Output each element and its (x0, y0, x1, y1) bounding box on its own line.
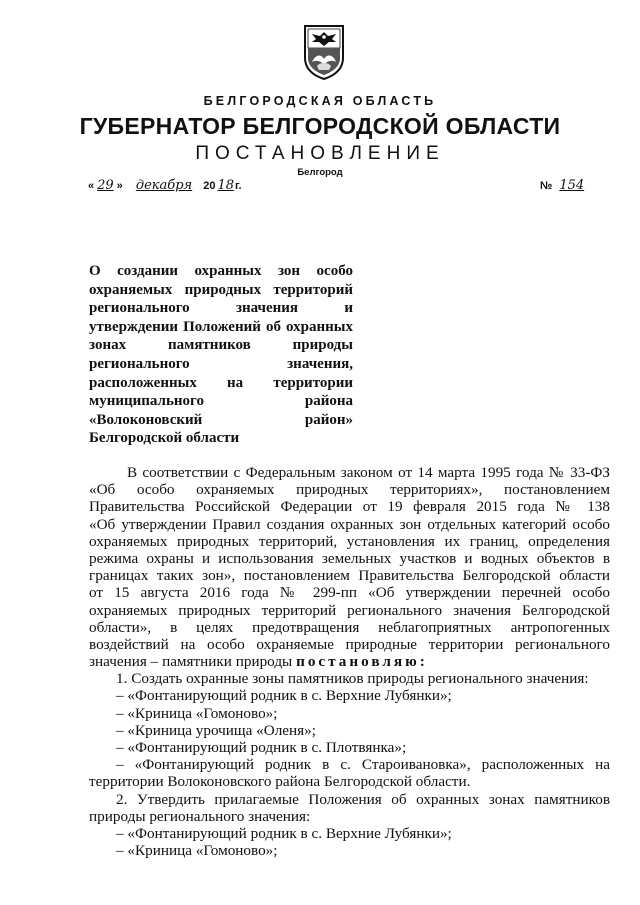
body-line: В соответствии с Федеральным законом от 14 марта 1995 года № 33-ФЗ (127, 464, 610, 481)
title-line: утверждении Положений об охранных (89, 318, 353, 335)
body-line: 2. Утвердить прилагаемые Положения об охранных зонах памятников (116, 790, 610, 808)
body-line: 1. Создать охранные зоны памятников природы регионального значения: (116, 670, 589, 688)
decree-number: № 154 (540, 178, 590, 193)
coat-of-arms-icon (303, 24, 345, 80)
body-line: воздействий на особо охраняемые природные территории регионального (89, 635, 610, 653)
list-item: – «Фонтанирующий родник в с. Верхние Лубянки»; (116, 687, 452, 705)
title-line: охраняемых природных территорий (89, 281, 353, 298)
body-line: природы регионального значения: (89, 807, 311, 825)
list-item: – «Фонтанирующий родник в с. Верхние Лубянки»; (116, 824, 452, 842)
title-line: зонах памятников природы (89, 337, 353, 354)
decree-date: « 29 » декабря 20 18г. (88, 178, 242, 193)
body-line: от 15 августа 2016 года № 299-пп «Об утверждении перечней особо (89, 584, 610, 602)
title-line: регионального значения, (89, 355, 353, 372)
body-line: территории Волоконовского района Белгородской области. (89, 773, 471, 791)
body-line: режима охраны и использования земельных участков и водных объектов в (89, 549, 610, 567)
title-line: муниципального района (89, 393, 353, 410)
decree-title (89, 262, 353, 448)
title-line: О создании охранных зон особо (89, 263, 353, 279)
body-line: Правительства Российской Федерации от 19 февраля 2015 года № 138 (89, 498, 610, 516)
body-line: «Об утверждении Правил создания охранных зон отдельных категорий особо (89, 515, 610, 533)
date-month: декабря (135, 178, 193, 193)
list-item: – «Криница «Гомоново»; (116, 704, 278, 722)
decree-body (89, 464, 610, 859)
list-item: – «Фонтанирующий родник в с. Староивановка», расположенных на (116, 756, 610, 774)
title-line: Белгородской области (89, 430, 240, 447)
body-line: охраняемых природных территорий, установления их границ, определения (89, 532, 610, 550)
date-year: 18 (217, 178, 235, 193)
date-day: 29 (97, 178, 114, 193)
region-name: БЕЛГОРОДСКАЯ ОБЛАСТЬ (203, 94, 437, 108)
body-line-resolve: значения – памятники природы постановляю: (89, 653, 428, 671)
list-item: – «Криница урочища «Оленя»; (116, 721, 316, 739)
body-line: области», в целях предотвращения неблагоприятных антропогенных (89, 618, 610, 636)
body-line: границах таких зон», постановлением Правительства Белгородской области (89, 567, 610, 585)
resolve-word: постановляю: (296, 653, 428, 671)
title-line: регионального значения и (89, 300, 353, 317)
title-line: расположенных на территории (89, 374, 353, 391)
title-line: «Волоконовский район» (89, 411, 353, 428)
body-line: охраняемых природных территорий регионального значения Белгородской (89, 601, 610, 619)
city-name: Белгород (297, 167, 343, 178)
governor-heading: ГУБЕРНАТОР БЕЛГОРОДСКОЙ ОБЛАСТИ (79, 113, 561, 139)
decree-number-value: 154 (559, 178, 585, 193)
list-item: – «Криница «Гомоново»; (116, 842, 278, 860)
decree-type: ПОСТАНОВЛЕНИЕ (195, 143, 445, 164)
list-item: – «Фонтанирующий родник в с. Плотвянка»; (116, 739, 407, 756)
body-line: «Об особо охраняемых природных территориях», постановлением (89, 481, 610, 499)
